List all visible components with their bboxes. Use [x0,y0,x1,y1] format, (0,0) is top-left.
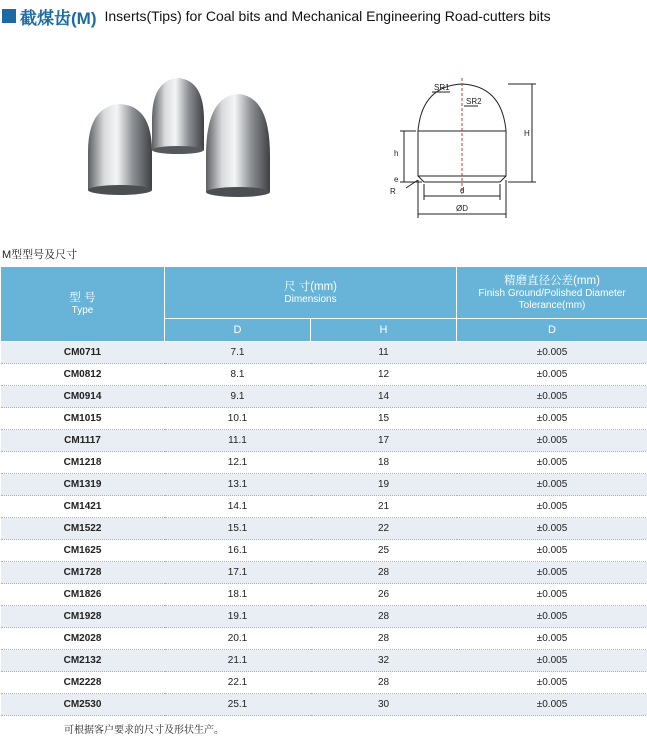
cell-type: CM2228 [1,672,165,694]
cell-d: 20.1 [165,628,311,650]
cell-type: CM1522 [1,518,165,540]
table-row [1,408,647,430]
label-d-small: d [460,186,464,195]
cell-tolerance: ±0.005 [457,518,647,540]
cell-h: 15 [311,408,457,430]
subheader-tol-d: D [457,319,647,342]
cell-d: 9.1 [165,386,311,408]
cell-type: CM1928 [1,606,165,628]
cell-tolerance: ±0.005 [457,364,647,386]
cell-type: CM2028 [1,628,165,650]
column-header-tolerance [457,267,647,319]
cell-d: 8.1 [165,364,311,386]
column-header-type [1,267,165,342]
cell-tolerance: ±0.005 [457,650,647,672]
cell-type: CM0812 [1,364,165,386]
table-row [1,584,647,606]
cell-type: CM1117 [1,430,165,452]
table-row [1,364,647,386]
column-type-cn: 型 号 [1,291,164,305]
title-chinese: 截煤齿(M) [20,4,96,29]
cell-h: 18 [311,452,457,474]
cell-tolerance: ±0.005 [457,562,647,584]
label-d-big: ØD [456,204,468,213]
cell-type: CM1625 [1,540,165,562]
cell-type: CM1728 [1,562,165,584]
product-photo [80,70,280,200]
label-r: R [390,187,396,196]
cell-d: 14.1 [165,496,311,518]
cell-d: 16.1 [165,540,311,562]
column-tol-cn: 精磨直径公差(mm) [457,274,647,288]
page-header [2,4,551,28]
table-row [1,474,647,496]
cell-tolerance: ±0.005 [457,672,647,694]
insert-left-icon [88,104,152,195]
table-row [1,606,647,628]
table-row [1,386,647,408]
cell-tolerance: ±0.005 [457,408,647,430]
table-row [1,518,647,540]
label-h-big: H [524,129,530,138]
cell-h: 28 [311,672,457,694]
cell-d: 12.1 [165,452,311,474]
insert-back-icon [152,78,204,154]
cell-h: 22 [311,518,457,540]
column-type-en: Type [1,305,164,317]
cell-type: CM2132 [1,650,165,672]
insert-right-icon [206,94,270,197]
subheader-h: H [311,319,457,342]
cell-d: 10.1 [165,408,311,430]
table-row [1,540,647,562]
cell-type: CM1421 [1,496,165,518]
label-h-small: h [394,149,398,158]
column-dim-cn: 尺 寸(mm) [165,280,456,294]
cell-d: 13.1 [165,474,311,496]
table-row [1,650,647,672]
cell-h: 12 [311,364,457,386]
cell-d: 19.1 [165,606,311,628]
cell-type: CM0711 [1,342,165,364]
label-sr2: SR2 [466,97,482,106]
cell-h: 30 [311,694,457,716]
table-row [1,628,647,650]
column-tol-en: Finish Ground/Polished Diameter Tolerance(mm) [457,288,647,312]
label-sr1: SR1 [434,83,450,92]
cell-h: 21 [311,496,457,518]
table-row [1,452,647,474]
cell-type: CM0914 [1,386,165,408]
cell-tolerance: ±0.005 [457,386,647,408]
column-header-dimensions [165,267,457,319]
subheader-d: D [165,319,311,342]
cell-h: 26 [311,584,457,606]
cell-d: 22.1 [165,672,311,694]
cell-type: CM1218 [1,452,165,474]
cell-d: 25.1 [165,694,311,716]
table-row [1,694,647,716]
cell-tolerance: ±0.005 [457,452,647,474]
cell-tolerance: ±0.005 [457,628,647,650]
label-e: e [394,175,399,184]
cell-type: CM1015 [1,408,165,430]
cell-tolerance: ±0.005 [457,430,647,452]
title-english: Inserts(Tips) for Coal bits and Mechanical Engineering Road-cutters bits [104,8,550,24]
cell-tolerance: ±0.005 [457,540,647,562]
title-square-icon [2,9,16,23]
technical-drawing [382,76,542,226]
table-row [1,342,647,364]
cell-d: 15.1 [165,518,311,540]
column-dim-en: Dimensions [165,294,456,306]
cell-d: 7.1 [165,342,311,364]
cell-type: CM1826 [1,584,165,606]
cell-tolerance: ±0.005 [457,474,647,496]
cell-type: CM1319 [1,474,165,496]
cell-d: 21.1 [165,650,311,672]
table-row [1,562,647,584]
table-row [1,496,647,518]
cell-tolerance: ±0.005 [457,342,647,364]
cell-h: 32 [311,650,457,672]
cell-tolerance: ±0.005 [457,694,647,716]
cell-d: 17.1 [165,562,311,584]
table-row [1,430,647,452]
cell-h: 25 [311,540,457,562]
cell-tolerance: ±0.005 [457,606,647,628]
section-label: M型型号及尺寸 [2,246,77,262]
cell-type: CM2530 [1,694,165,716]
cell-h: 14 [311,386,457,408]
cell-tolerance: ±0.005 [457,496,647,518]
cell-h: 28 [311,606,457,628]
cell-h: 28 [311,562,457,584]
cell-h: 17 [311,430,457,452]
table-row [1,672,647,694]
dimensions-table [0,266,647,716]
cell-h: 11 [311,342,457,364]
cell-d: 18.1 [165,584,311,606]
cell-tolerance: ±0.005 [457,584,647,606]
footnote: 可根据客户要求的尺寸及形状生产。 [64,721,224,736]
cell-d: 11.1 [165,430,311,452]
cell-h: 28 [311,628,457,650]
cell-h: 19 [311,474,457,496]
